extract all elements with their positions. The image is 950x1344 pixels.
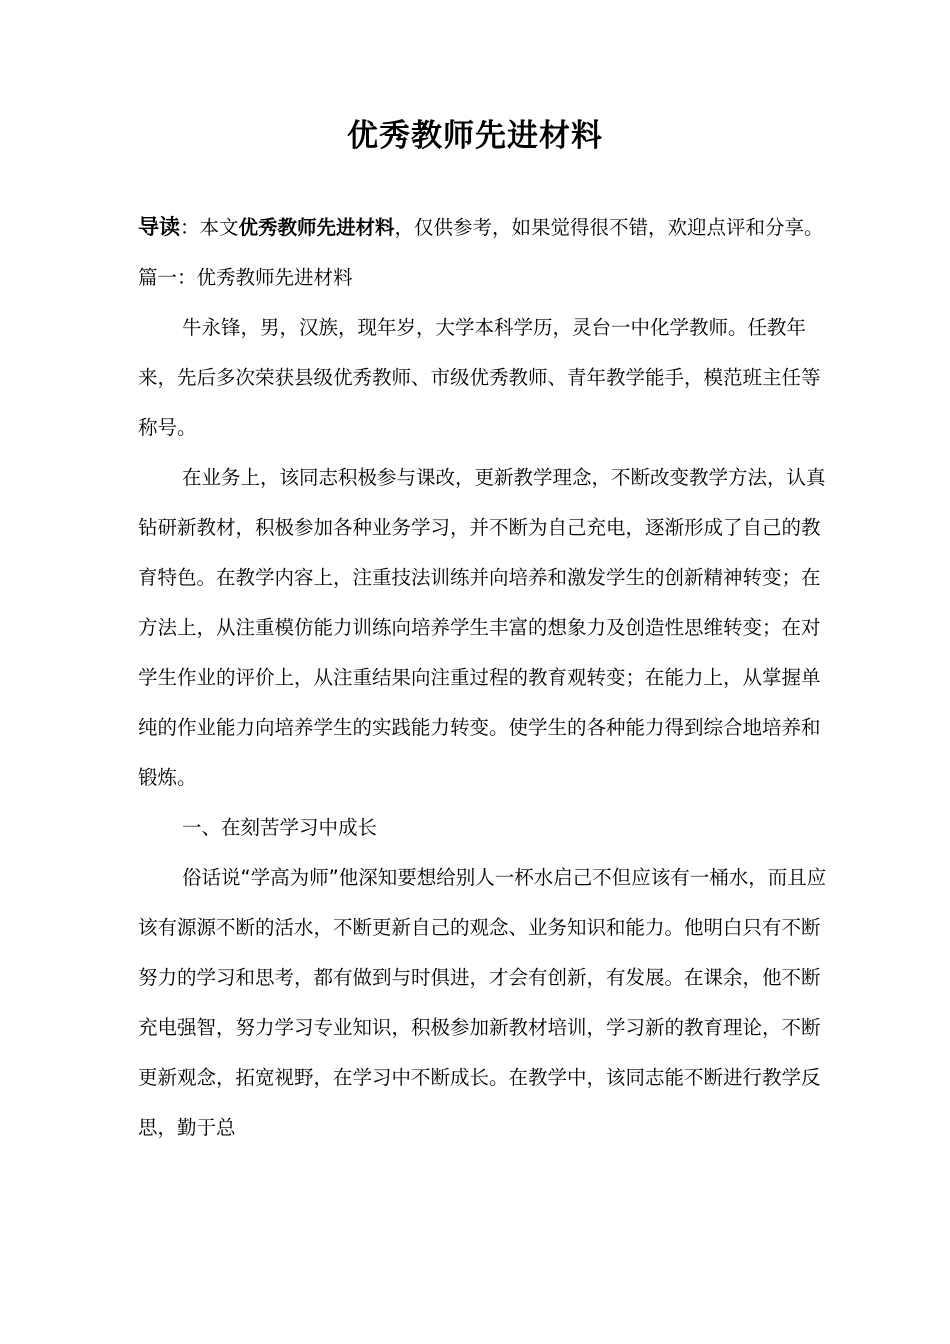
section-heading: 篇一：优秀教师先进材料 [138, 266, 353, 289]
body-paragraph-1: 牛永锋，男，汉族，现年岁，大学本科学历，灵台一中化学教师。任教年来，先后多次荣获县级优秀教师、市级优秀教师、青年教学能手，模范班主任等称号。 [138, 316, 821, 439]
intro-paragraph [138, 202, 828, 253]
intro-colon: ： [180, 216, 200, 239]
intro-text-before: 本文 [199, 216, 239, 239]
subheading: 一、在刻苦学习中成长 [182, 816, 378, 839]
body-paragraph-3: 俗话说“学高为师”他深知要想给别人一杯水启己不但应该有一桶水，而且应该有源源不断的活水，不断更新自己的观念、业务知识和能力。他明白只有不断努力的学习和思考，都有做到与时俱进，才会有创新，有发展。在课余，他不断充电强智，努力学习专业知识，积极参加新教材培训，学习新的教育理论，不断更新观念，拓宽视野，在学习中不断成长。在教学中，该同志能不断进行教学反思，勤于总 [138, 866, 827, 1139]
body-paragraph-2: 在业务上，该同志积极参与课改，更新教学理念，不断改变教学方法，认真钻研新教材，积极参加各种业务学习，并不断为自己充电，逐渐形成了自己的教育特色。在教学内容上，注重技法训练并向培养和激发学生的创新精神转变；在方法上，从注重模仿能力训练向培养学生丰富的想象力及创造性思维转变；在对学生作业的评价上，从注重结果向注重过程的教育观转变；在能力上，从掌握单纯的作业能力向培养学生的实践能力转变。使学生的各种能力得到综合地培养和锻炼。 [138, 466, 826, 789]
intro-text-after: ，仅供参考，如果觉得很不错，欢迎点评和分享。 [394, 216, 824, 239]
document-body [138, 202, 828, 1153]
document-title: 优秀教师先进材料 [347, 118, 603, 154]
intro-bold-title: 优秀教师先进材料 [238, 216, 395, 239]
intro-label: 导读 [138, 215, 180, 239]
